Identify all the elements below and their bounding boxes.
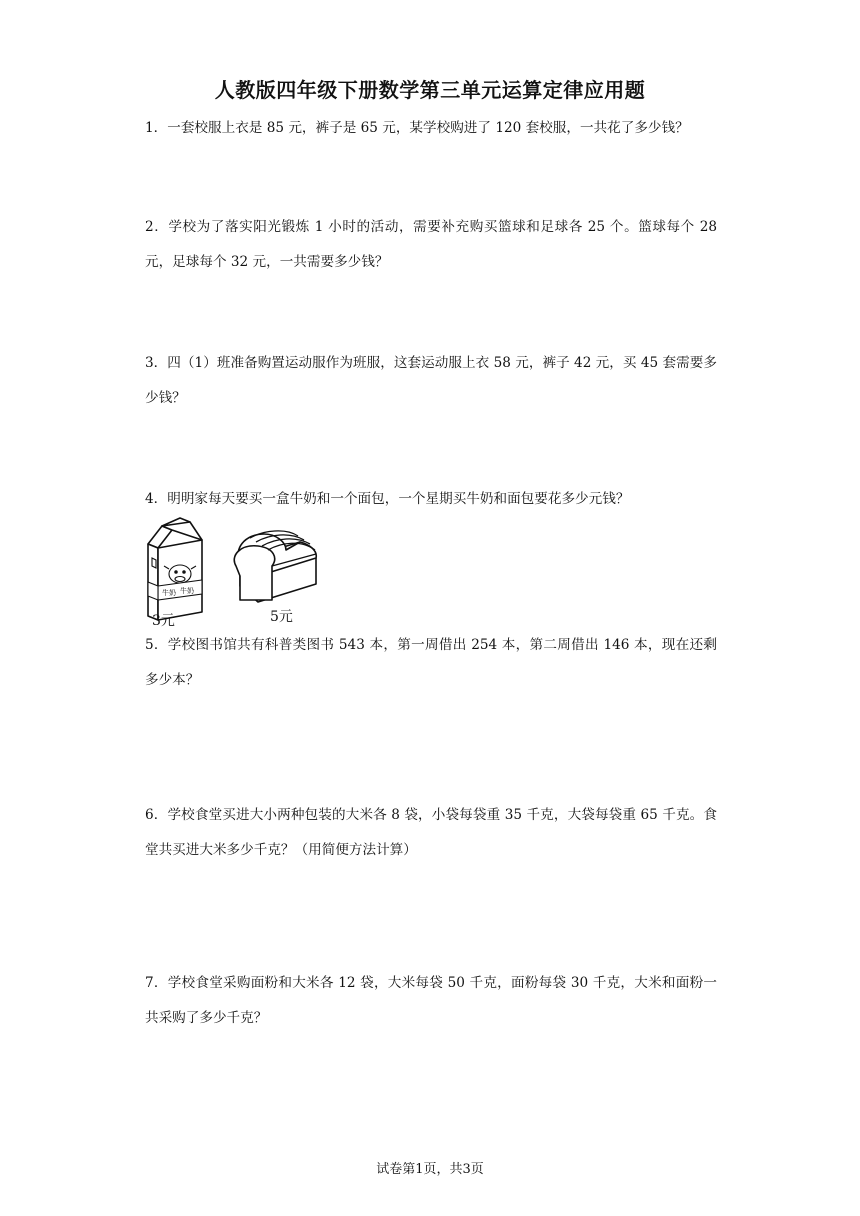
milk-label-left: 牛奶 [162,589,176,597]
question-4-figure [140,514,340,628]
page-footer: 试卷第1页，共3页 [376,1162,484,1177]
page-title: 人教版四年级下册数学第三单元运算定律应用题 [214,78,646,102]
bread-price: 5元 [270,609,293,625]
question-5: 5．学校图书馆共有科普类图书 543 本，第一周借出 254 本，第二周借出 146 本，现在还剩多少本？ [145,637,717,688]
milk-label-right: 牛奶 [180,587,194,595]
question-3: 3．四（1）班准备购置运动服作为班服，这套运动服上衣 58 元，裤子 42 元，买 45 套需要多少钱？ [145,355,717,406]
question-7: 7．学校食堂采购面粉和大米各 12 袋，大米每袋 50 千克，面粉每袋 30 千克，大米和面粉一共采购了多少千克？ [145,975,717,1026]
question-6: 6．学校食堂买进大小两种包装的大米各 8 袋，小袋每袋重 35 千克，大袋每袋重 65 千克。食堂共买进大米多少千克？（用简便方法计算） [145,807,717,858]
milk-price: 3元 [152,613,175,629]
question-4: 4．明明家每天要买一盒牛奶和一个面包，一个星期买牛奶和面包要花多少元钱？ [145,491,630,507]
question-1: 1．一套校服上衣是 85 元，裤子是 65 元，某学校购进了 120 套校服，一共花了多少钱？ [145,120,689,136]
question-2: 2．学校为了落实阳光锻炼 1 小时的活动，需要补充购买篮球和足球各 25 个。篮球每个 28 元，足球每个 32 元，一共需要多少钱？ [145,219,717,270]
